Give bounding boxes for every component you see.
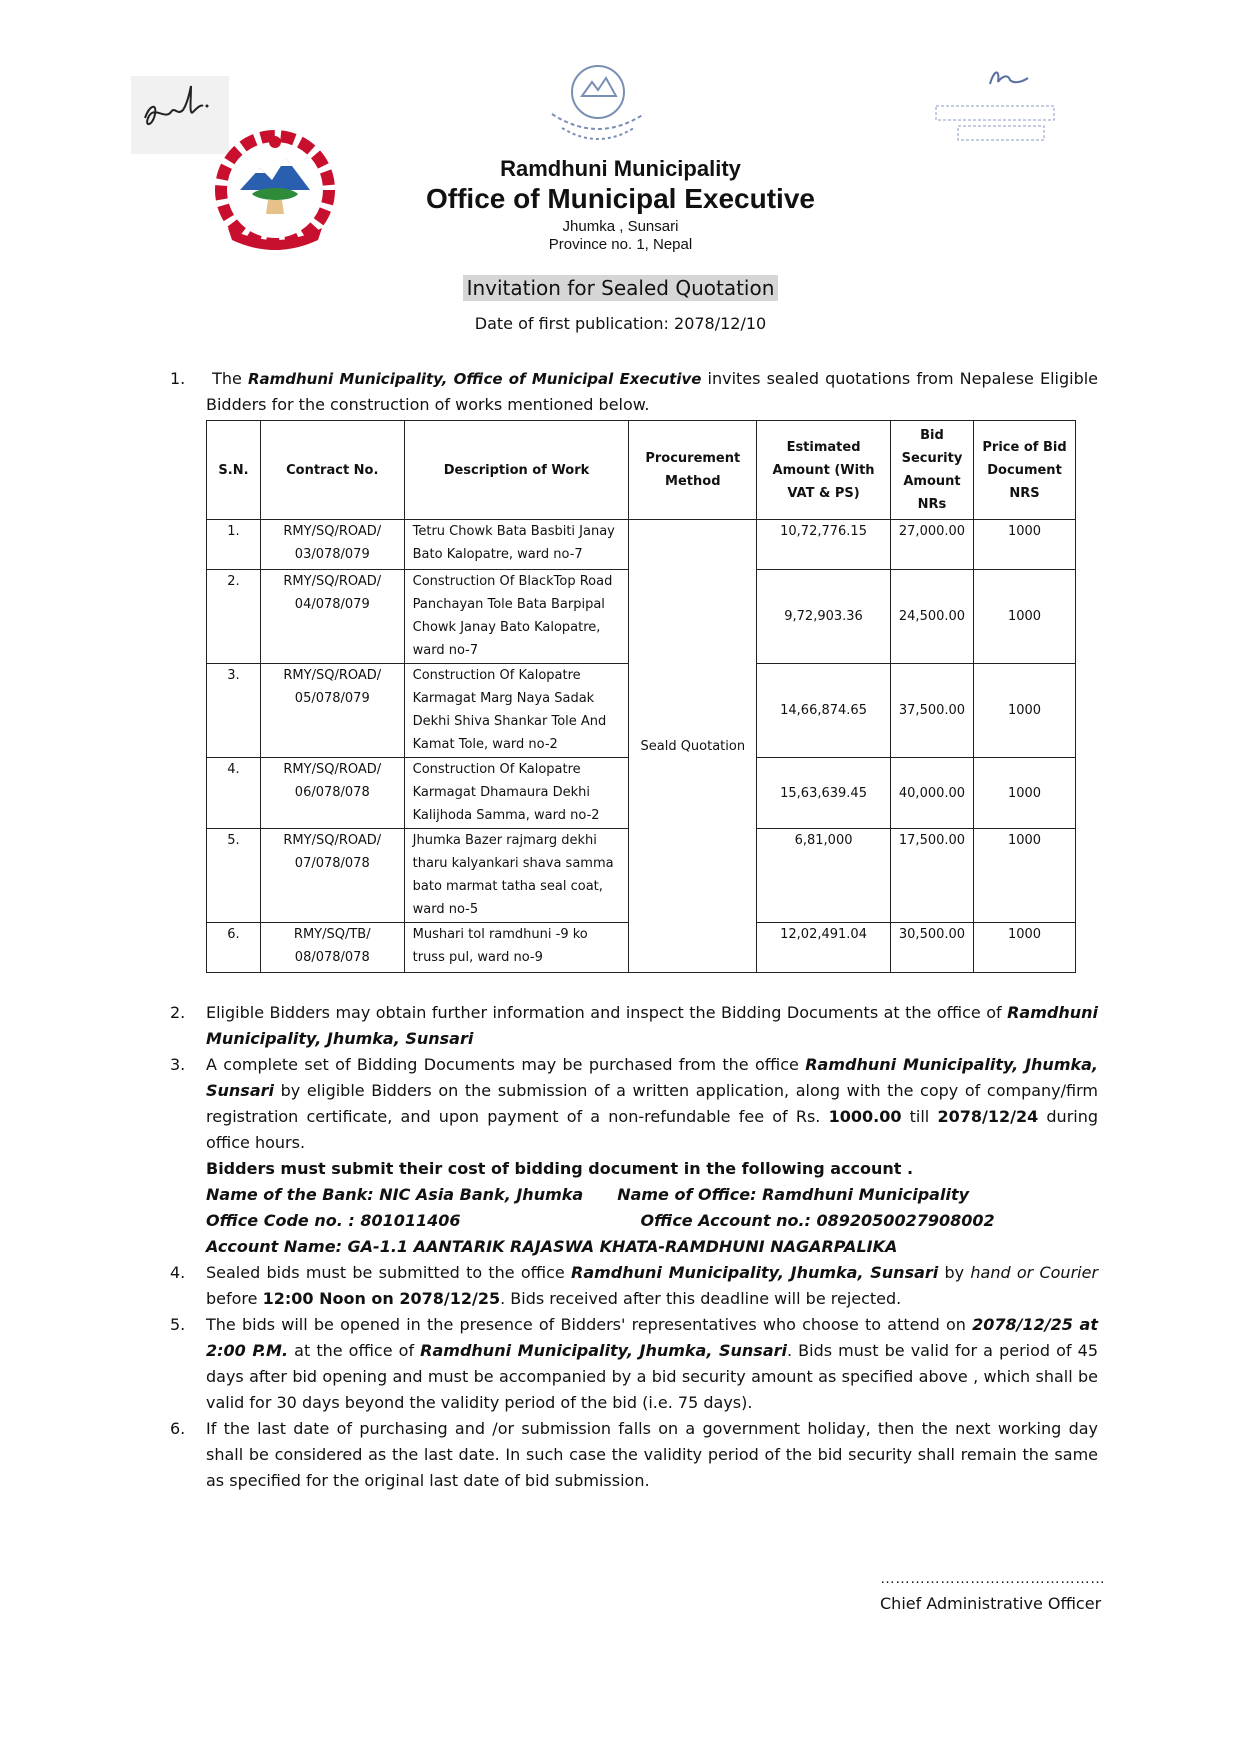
cell-security: 40,000.00	[890, 758, 973, 829]
document-title: Invitation for Sealed Quotation	[463, 275, 779, 301]
officer-stamp	[930, 62, 1060, 152]
cell-price: 1000	[974, 829, 1076, 923]
cell-amount: 15,63,639.45	[757, 758, 891, 829]
cell-security: 24,500.00	[890, 570, 973, 664]
cell-description: Tetru Chowk Bata Basbiti Janay Bato Kalopatre, ward no-7	[404, 520, 629, 570]
publication-date: Date of first publication: 2078/12/10	[474, 314, 767, 333]
cell-description: Construction Of Kalopatre Karmagat Marg Naya Sadak Dekhi Shiva Shankar Tole And Kamat Tole, ward no-2	[404, 664, 629, 758]
item-4-text: Sealed bids must be submitted to the office Ramdhuni Municipality, Jhumka, Sunsari by hand or Courier before 12:00 Noon on 2078/12/25. Bids received after this deadline will be rejected.	[206, 1263, 1099, 1308]
cell-security: 27,000.00	[890, 520, 973, 570]
cell-contract: RMY/SQ/ROAD/ 03/078/079	[260, 520, 404, 570]
bank-line: Name of the Bank: NIC Asia Bank, Jhumka Name of Office: Ramdhuni Municipality	[206, 1185, 970, 1204]
item-number: 1.	[170, 369, 186, 388]
table-header-row	[207, 421, 1076, 520]
cell-method: Seald Quotation	[629, 520, 757, 973]
cell-description: Construction Of BlackTop Road Panchayan Tole Bata Barpipal Chowk Janay Bato Kalopatre, ward no-7	[404, 570, 629, 664]
header-amount: Estimated Amount (With VAT & PS)	[757, 421, 891, 520]
header-price: Price of Bid Document NRS	[974, 421, 1076, 520]
item-5-text: The bids will be opened in the presence of Bidders' representatives who choose to attend on 2078/12/25 at 2:00 P.M. at the office of Ramdhuni Municipality, Jhumka, Sunsari. Bids must be valid for a period of 45 days after bid opening and must be accompanied by a bid security amount as specified above , which shall be valid for 30 days beyond the validity period of the bid (i.e. 75 days).	[206, 1315, 1099, 1412]
cell-contract: RMY/SQ/ROAD/ 07/078/078	[260, 829, 404, 923]
cell-price: 1000	[974, 923, 1076, 973]
cell-price: 1000	[974, 758, 1076, 829]
header-contract: Contract No.	[260, 421, 404, 520]
item-number: 3.	[170, 1055, 186, 1074]
cell-sn: 3.	[207, 664, 261, 758]
cell-contract: RMY/SQ/ROAD/ 05/078/079	[260, 664, 404, 758]
cell-sn: 2.	[207, 570, 261, 664]
header-description: Description of Work	[404, 421, 629, 520]
cell-contract: RMY/SQ/TB/ 08/078/078	[260, 923, 404, 973]
item-number: 6.	[170, 1419, 186, 1438]
account-heading: Bidders must submit their cost of bidding document in the following account .	[206, 1159, 914, 1178]
cell-amount: 12,02,491.04	[757, 923, 891, 973]
cell-price: 1000	[974, 520, 1076, 570]
cell-security: 17,500.00	[890, 829, 973, 923]
cell-amount: 10,72,776.15	[757, 520, 891, 570]
office-name: Office of Municipal Executive	[426, 183, 815, 214]
account-name-line: Account Name: GA-1.1 AANTARIK RAJASWA KHATA-RAMDHUNI NAGARPALIKA	[206, 1237, 898, 1256]
table-row	[207, 520, 1076, 570]
cell-price: 1000	[974, 570, 1076, 664]
cell-sn: 6.	[207, 923, 261, 973]
works-table	[206, 420, 1076, 973]
item-1-text: The Ramdhuni Municipality, Office of Municipal Executive invites sealed quotations from Nepalese Eligible Bidders for the construction of works mentioned below.	[206, 369, 1099, 414]
header-sn: S.N.	[207, 421, 261, 520]
cell-security: 37,500.00	[890, 664, 973, 758]
code-line: Office Code no. : 801011406 Office Account no.: 0892050027908002	[206, 1211, 995, 1230]
cell-sn: 1.	[207, 520, 261, 570]
signature-line: ………………………………………	[880, 1570, 1105, 1587]
header-method: Procurement Method	[629, 421, 757, 520]
cell-description: Construction Of Kalopatre Karmagat Dhamaura Dekhi Kalijhoda Samma, ward no-2	[404, 758, 629, 829]
cell-amount: 6,81,000	[757, 829, 891, 923]
address-line-1: Jhumka , Sunsari	[562, 218, 679, 235]
cell-description: Mushari tol ramdhuni -9 ko truss pul, ward no-9	[404, 923, 629, 973]
signatory-title: Chief Administrative Officer	[880, 1594, 1102, 1613]
round-stamp-seal	[532, 52, 664, 152]
item-number: 4.	[170, 1263, 186, 1282]
cell-amount: 14,66,874.65	[757, 664, 891, 758]
cell-sn: 5.	[207, 829, 261, 923]
municipality-name: Ramdhuni Municipality	[500, 156, 741, 181]
item-number: 5.	[170, 1315, 186, 1334]
cell-price: 1000	[974, 664, 1076, 758]
cell-amount: 9,72,903.36	[757, 570, 891, 664]
address-line-2: Province no. 1, Nepal	[548, 236, 693, 253]
cell-description: Jhumka Bazer rajmarg dekhi tharu kalyankari shava samma bato marmat tatha seal coat, ward no-5	[404, 829, 629, 923]
cell-contract: RMY/SQ/ROAD/ 04/078/079	[260, 570, 404, 664]
item-3-text: A complete set of Bidding Documents may be purchased from the office Ramdhuni Municipality, Jhumka, Sunsari by eligible Bidders on the submission of a written application, along with the copy of company/firm registration certificate, and upon payment of a non-refundable fee of Rs. 1000.00 till 2078/12/24 during office hours. Bidders must submit their cost of bidding document in the following account . Name of the Bank: NIC Asia Bank, Jhumka Name of Office: Ramdhuni Municipality Office Code no. : 801011406 Office Account no.: 0892050027908002 Account Name: GA-1.1 AANTARIK RAJASWA KHATA-RAMDHUNI NAGARPALIKA	[206, 1052, 1098, 1260]
item-number: 2.	[170, 1003, 186, 1022]
cell-sn: 4.	[207, 758, 261, 829]
item-6-text: If the last date of purchasing and /or submission falls on a government holiday, then the next working day shall be considered as the last date. In such case the validity period of the bid security shall remain the same as specified for the original last date of bid submission.	[206, 1419, 1098, 1490]
cell-security: 30,500.00	[890, 923, 973, 973]
header-security: Bid Security Amount NRs	[890, 421, 973, 520]
item-2-text: Eligible Bidders may obtain further information and inspect the Bidding Documents at the office of Ramdhuni Municipality, Jhumka, Sunsari	[206, 1003, 1098, 1048]
cell-contract: RMY/SQ/ROAD/ 06/078/078	[260, 758, 404, 829]
title-wrapper	[0, 275, 1241, 301]
